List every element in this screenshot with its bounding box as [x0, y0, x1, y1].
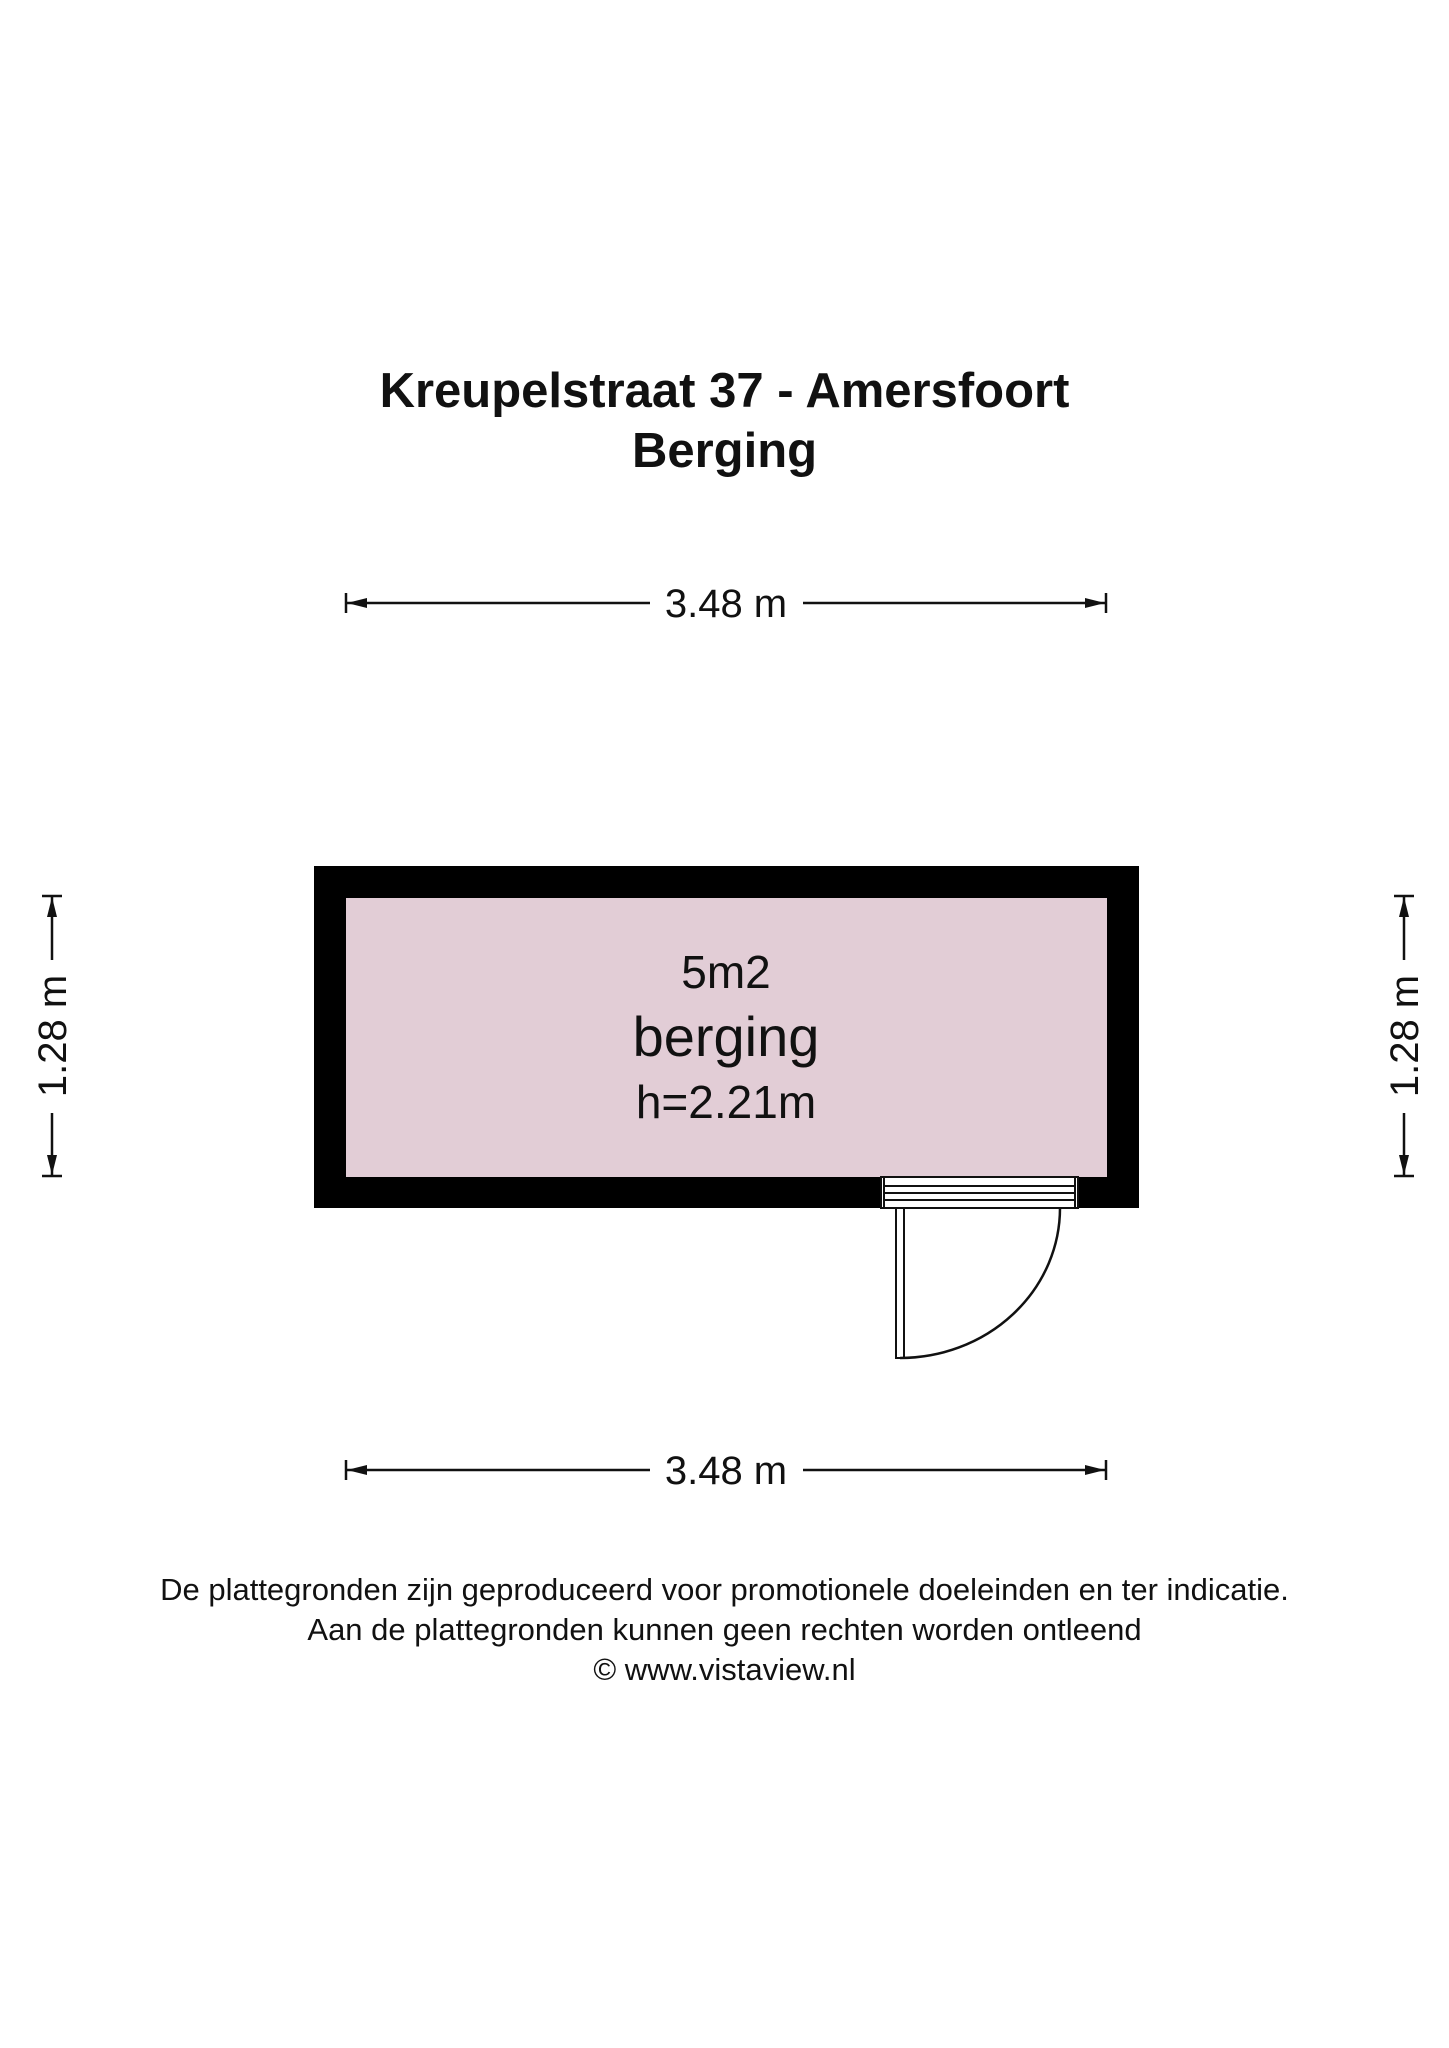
disclaimer-line-2: Aan de plattegronden kunnen geen rechten worden ontleend	[307, 1612, 1142, 1647]
bottom-width-label: 3.48 m	[664, 1449, 788, 1493]
door-leaf	[896, 1208, 904, 1358]
right-height-dimension	[1383, 896, 1427, 1176]
left-height-dimension	[31, 896, 75, 1176]
room-name-label: berging	[632, 1005, 820, 1068]
left-height-label: 1.28 m	[31, 974, 75, 1098]
page-title: Kreupelstraat 37 - Amersfoort	[379, 364, 1070, 418]
room-area-label: 5m2	[681, 946, 771, 998]
top-width-label: 3.48 m	[664, 582, 788, 626]
right-height-label: 1.28 m	[1383, 974, 1427, 1098]
door	[881, 1177, 1078, 1358]
copyright-line: © www.vistaview.nl	[593, 1652, 856, 1687]
top-width-dimension	[346, 582, 1106, 626]
bottom-width-dimension	[346, 1449, 1106, 1493]
door-swing-arc	[900, 1208, 1060, 1358]
disclaimer	[0, 1570, 1449, 1690]
room-height-label: h=2.21m	[635, 1076, 817, 1128]
disclaimer-line-1: De plattegronden zijn geproduceerd voor promotionele doeleinden en ter indicatie.	[160, 1572, 1289, 1607]
page-subtitle: Berging	[631, 424, 818, 478]
